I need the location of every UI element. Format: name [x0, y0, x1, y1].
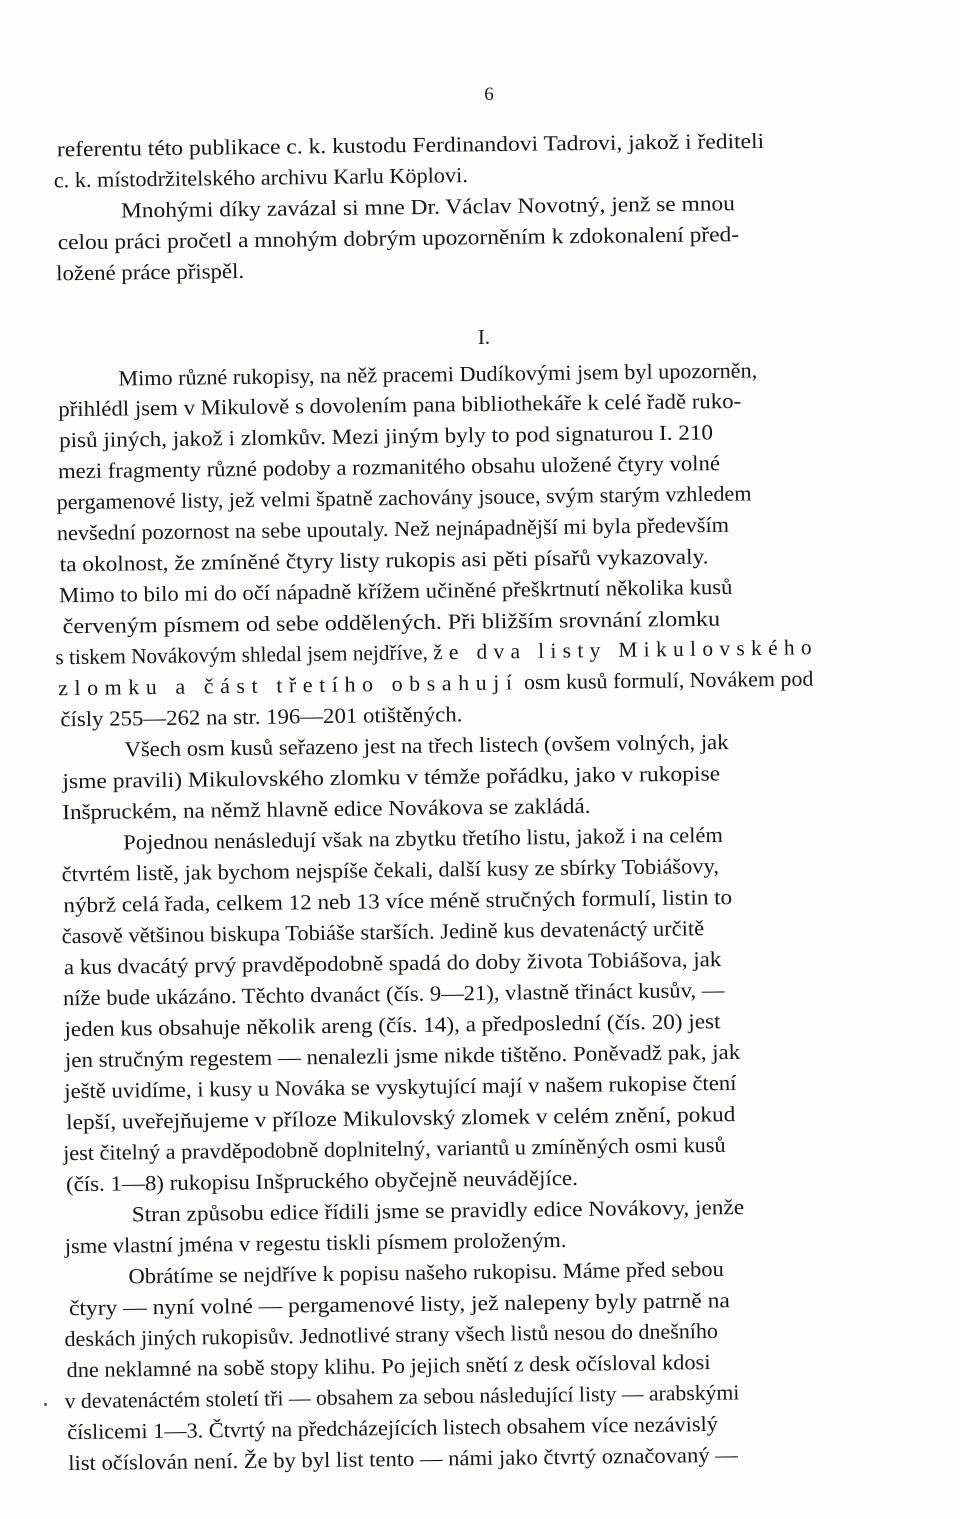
text-line: ještě uvidíme, i kusy u Nováka se vyskytující mají v našem rukopise čtení	[64, 1070, 737, 1104]
text-line: Mnohými díky zavázal si mne Dr. Václav Novotný, jenž se mnou	[120, 191, 736, 223]
text-line: referentu této publikace c. k. kustodu Ferdinandovi Tadrovi, jakož i řediteli	[56, 128, 765, 162]
text-line: celou práci pročetl a mnohým dobrým upozorněním k zdokonalení před-	[57, 222, 740, 255]
text-line: číslicemi 1—3. Čtvrtý na předcházejících listech obsahem více nezávislý	[67, 1411, 719, 1445]
text-line: jen stručným regestem — nenalezli jsme nikde tištěno. Poněvadž pak, jak	[64, 1039, 741, 1073]
text-line: čísly 255—262 na str. 196—201 otištěných.	[60, 702, 463, 732]
text-line	[0, 666, 960, 701]
text-line	[0, 635, 960, 670]
text-line: čtyry — nyní volné — pergamenové listy, jež nalepeny byly patrně na	[68, 1288, 731, 1321]
text-line: ta okolnost, že zmíněné čtyry listy rukopis asi pěti písařů vykazovaly.	[59, 544, 709, 577]
spaced-text-run: zlomku a část třetího obsahují	[57, 670, 519, 701]
text-line: níže bude ukázáno. Těchto dvanáct (čís. 9—21), vlastně třináct kusův, —	[62, 977, 725, 1011]
text-line: nevšední pozornost na sebe upoutaly. Než nejnápadnější mi byla především	[56, 512, 730, 546]
text-line: pisů jiných, jakož i zlomkův. Mezi jiným byly to pod signaturou I. 210	[58, 420, 714, 453]
text-line: Stran způsobu edice řídili jsme se pravidly edice Novákovy, jenže	[131, 1194, 745, 1227]
text-line: deskách jiných rukopisův. Jednotlivé strany všech listů nesou do dnešního	[64, 1318, 719, 1352]
text-line: (čís. 1—8) rukopisu Inšpruckého obyčejně neuvádějíce.	[65, 1165, 579, 1197]
text-line: a kus dvacátý prvý pravděpodobně spadá do doby života Tobiášova, jak	[63, 947, 722, 980]
text-line: dne neklamné na sobě stopy klihu. Po jejich snětí z desk očísloval kdosi	[66, 1350, 711, 1383]
text-line: Pojednou nenásledují však na zbytku třetího listu, jakož i na celém	[123, 822, 724, 855]
text-line: Všech osm kusů seřazeno jest na třech listech (ovšem volných, jak	[124, 729, 729, 762]
text-line: přihlédl jsem v Mikulově s dovolením pana bibliothekáře k celé řadě ruko-	[58, 388, 742, 422]
page-number: 6	[484, 84, 494, 105]
text-line: jest čitelný a pravděpodobně doplnitelný, variantů u zmíněných osmi kusů	[62, 1132, 726, 1166]
text-line: v devatenáctém století tři — obsahem za sebou následující listy — arabskými	[64, 1380, 740, 1414]
text-line: Obrátíme se nejdříve k popisu našeho rukopisu. Máme před sebou	[128, 1256, 724, 1289]
spaced-text-run: že dva listy Mikulovského	[432, 635, 819, 665]
text-line: list očíslován není. Že by byl list tento — námi jako čtvrtý označovaný —	[68, 1442, 738, 1476]
text-line: červeným písmem od sebe oddělených. Při bližším srovnání zlomku	[62, 606, 721, 639]
text-line: mezi fragmenty různé podoby a rozmanitého obsahu uložené čtyry volné	[57, 451, 721, 484]
text-line: jsme vlastní jména v regestu tiskli písmem proloženým.	[64, 1227, 567, 1259]
text-line: čtvrtém listě, jak bychom nejspíše čekali, další kusy ze sbírky Tobiášovy,	[61, 853, 720, 887]
section-heading: I.	[477, 325, 491, 349]
text-line: Inšpruckém, na němž hlavně edice Novákova se zakládá.	[62, 793, 591, 825]
text-line: jeden kus obsahuje několik areng (čís. 14), a předposlední (čís. 20) jest	[64, 1009, 721, 1042]
text-line: Mimo různé rukopisy, na něž pracemi Dudíkovými jsem byl upozorněn,	[118, 358, 758, 391]
text-line: nýbrž celá řada, celkem 12 neb 13 více méně stručných formulí, listin to	[63, 885, 733, 918]
text-line: lepší, uveřejňujeme v příloze Mikulovský zlomek v celém znění, pokud	[65, 1102, 736, 1135]
stray-mark	[44, 1403, 47, 1406]
text-line: časově většinou biskupa Tobiáše starších. Jedině kus devatenáctý určitě	[61, 916, 705, 949]
text-line: pergamenové listy, jež velmi špatně zachovány jsouce, svým starým vzhledem	[56, 481, 752, 515]
text-line: Mimo to bilo mi do očí nápadně křížem učiněné přeškrtnutí několika kusů	[58, 574, 733, 608]
text-run: osm kusů formulí, Novákem pod	[518, 666, 814, 695]
text-run: s tiskem Novákovým shledal jsem nejdříve,	[55, 640, 434, 670]
text-line: jsme pravili) Mikulovského zlomku v témže pořádku, jako v rukopise	[62, 761, 721, 794]
text-line: ložené práce přispěl.	[55, 258, 245, 286]
text-line: c. k. místodržitelského archivu Karlu Köplovi.	[53, 163, 468, 193]
